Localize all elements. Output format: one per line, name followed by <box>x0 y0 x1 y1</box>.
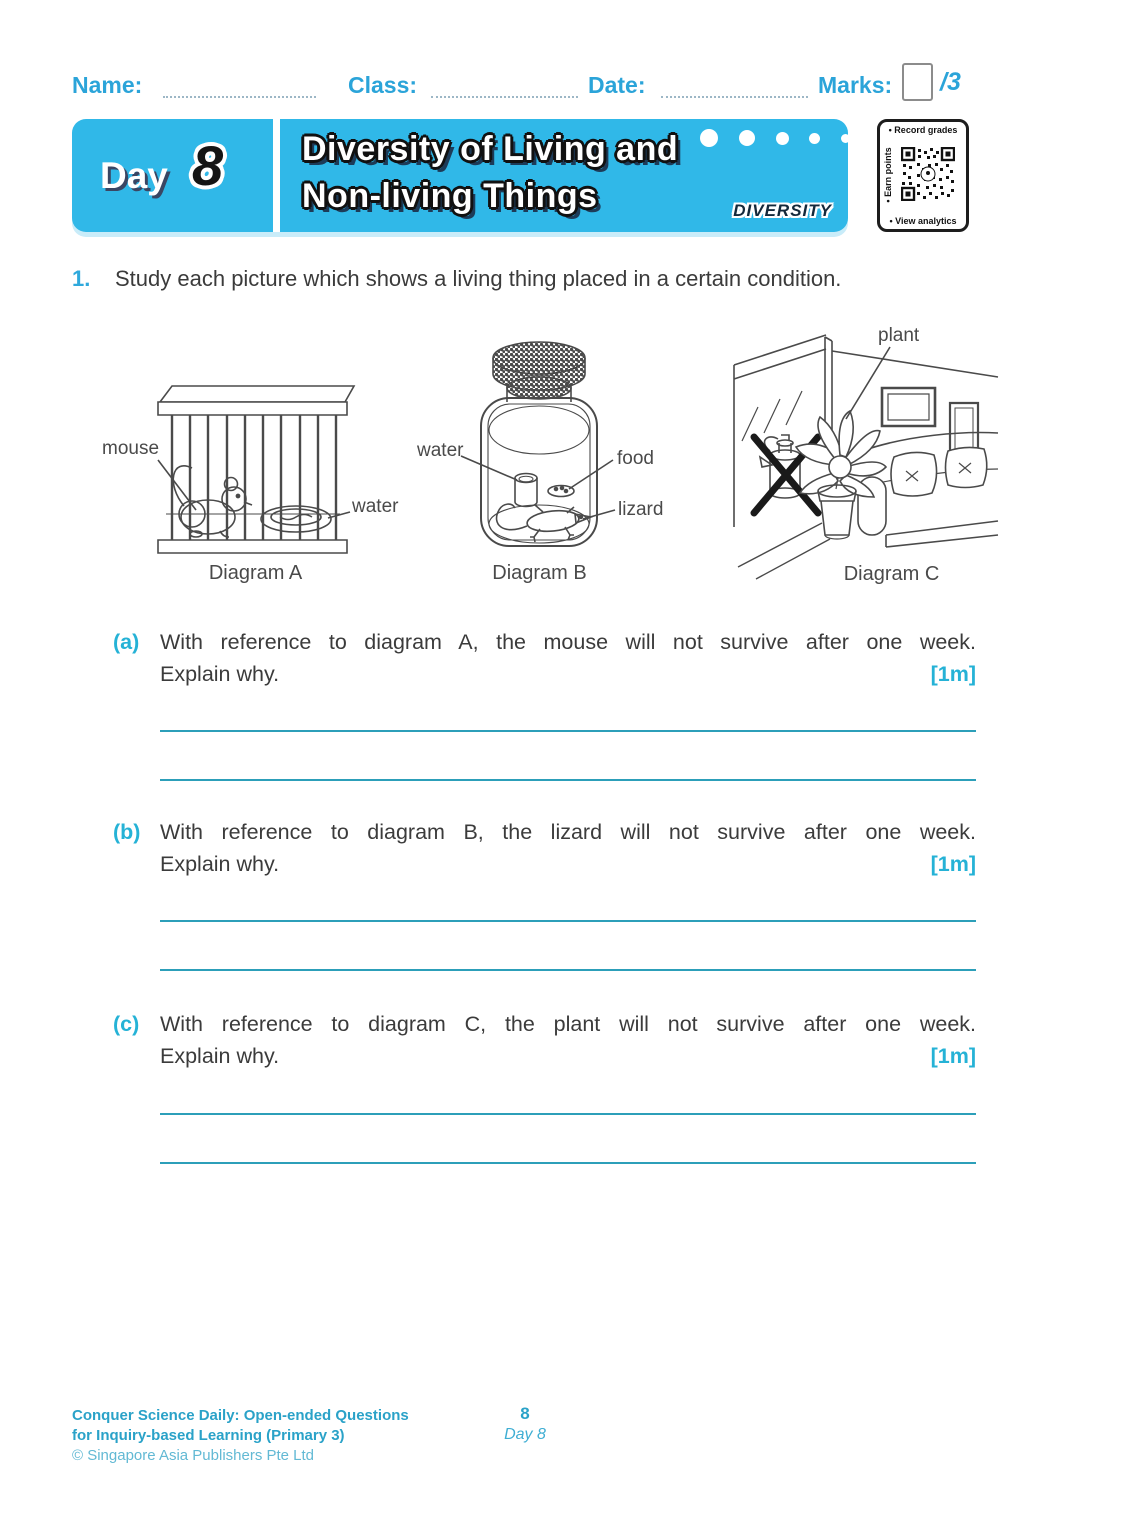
subq-a-text: With reference to diagram A, the mouse will not survive after one week. <box>160 630 976 654</box>
subq-a-row2 <box>160 662 976 687</box>
answer-line <box>160 779 976 781</box>
qr-side-label: • Earn points <box>883 147 893 203</box>
day-label: Day <box>100 155 168 196</box>
answer-line <box>160 730 976 732</box>
class-label: Class: <box>348 72 418 98</box>
day-number: 8 <box>192 134 224 197</box>
footer-series-line2: for Inquiry-based Learning (Primary 3) <box>72 1427 345 1444</box>
question-number: 1. <box>72 266 91 291</box>
name-label: Name: <box>72 72 143 98</box>
subq-c-row2 <box>160 1044 976 1069</box>
subq-c-text2: Explain why. <box>160 1044 280 1068</box>
chapter-title-line1: Diversity of Living and <box>302 130 679 168</box>
banner-divider <box>273 119 280 232</box>
mouse-label: mouse <box>102 438 160 459</box>
marks-label: Marks: <box>818 72 893 98</box>
answer-line <box>160 1113 976 1115</box>
subq-a-letter: (a) <box>113 630 140 654</box>
footer-series-line1: Conquer Science Daily: Open-ended Questions <box>72 1407 409 1424</box>
diagram-c <box>728 315 1000 595</box>
qr-code-icon <box>901 147 955 201</box>
diagram-c-caption: Diagram C <box>843 563 940 585</box>
class-write-line <box>431 72 578 98</box>
subq-c-letter: (c) <box>113 1012 140 1036</box>
diagram-b <box>415 328 685 590</box>
date-label: Date: <box>588 72 646 98</box>
subq-a-marks: [1m] <box>930 662 976 686</box>
question-text: Study each picture which shows a living thing placed in a certain condition. <box>115 266 842 291</box>
water-label-b: water <box>417 440 464 461</box>
subq-c-text: With reference to diagram C, the plant will not survive after one week. <box>160 1012 976 1036</box>
footer-copyright: © Singapore Asia Publishers Pte Ltd <box>72 1447 315 1464</box>
footer-page-number: 8 <box>520 1404 530 1423</box>
subq-c-marks: [1m] <box>930 1044 976 1068</box>
footer-page-day: Day 8 <box>504 1426 546 1443</box>
qr-bottom-label: • View analytics <box>889 216 957 226</box>
subq-b-marks: [1m] <box>930 852 976 876</box>
lizard-label: lizard <box>618 499 664 520</box>
answer-line <box>160 920 976 922</box>
room-drawing <box>728 315 1000 595</box>
water-label-a: water <box>352 496 399 517</box>
answer-line <box>160 969 976 971</box>
name-write-line <box>163 72 316 98</box>
subq-b-letter: (b) <box>113 820 141 844</box>
day-banner <box>72 119 848 232</box>
subq-b-text2: Explain why. <box>160 852 280 876</box>
answer-line <box>160 1162 976 1164</box>
food-label: food <box>617 448 654 469</box>
footer-imprint <box>72 1406 409 1466</box>
banner-dots <box>700 128 850 148</box>
plant-label: plant <box>878 325 920 346</box>
diagram-b-caption: Diagram B <box>492 562 587 584</box>
diagram-a <box>100 328 420 590</box>
subq-b-row2 <box>160 852 976 877</box>
subq-a-text2: Explain why. <box>160 662 280 686</box>
strand-tag: DIVERSITY <box>733 201 832 220</box>
subq-b-text: With reference to diagram B, the lizard will not survive after one week. <box>160 820 976 844</box>
diagram-a-caption: Diagram A <box>208 562 303 584</box>
qr-panel <box>877 119 969 232</box>
date-write-line <box>661 72 808 98</box>
chapter-title-line2: Non-living Things <box>302 177 598 215</box>
qr-top-label: • Record grades <box>888 125 958 135</box>
marks-score-box <box>902 63 933 101</box>
marks-total: /3 <box>940 68 961 96</box>
